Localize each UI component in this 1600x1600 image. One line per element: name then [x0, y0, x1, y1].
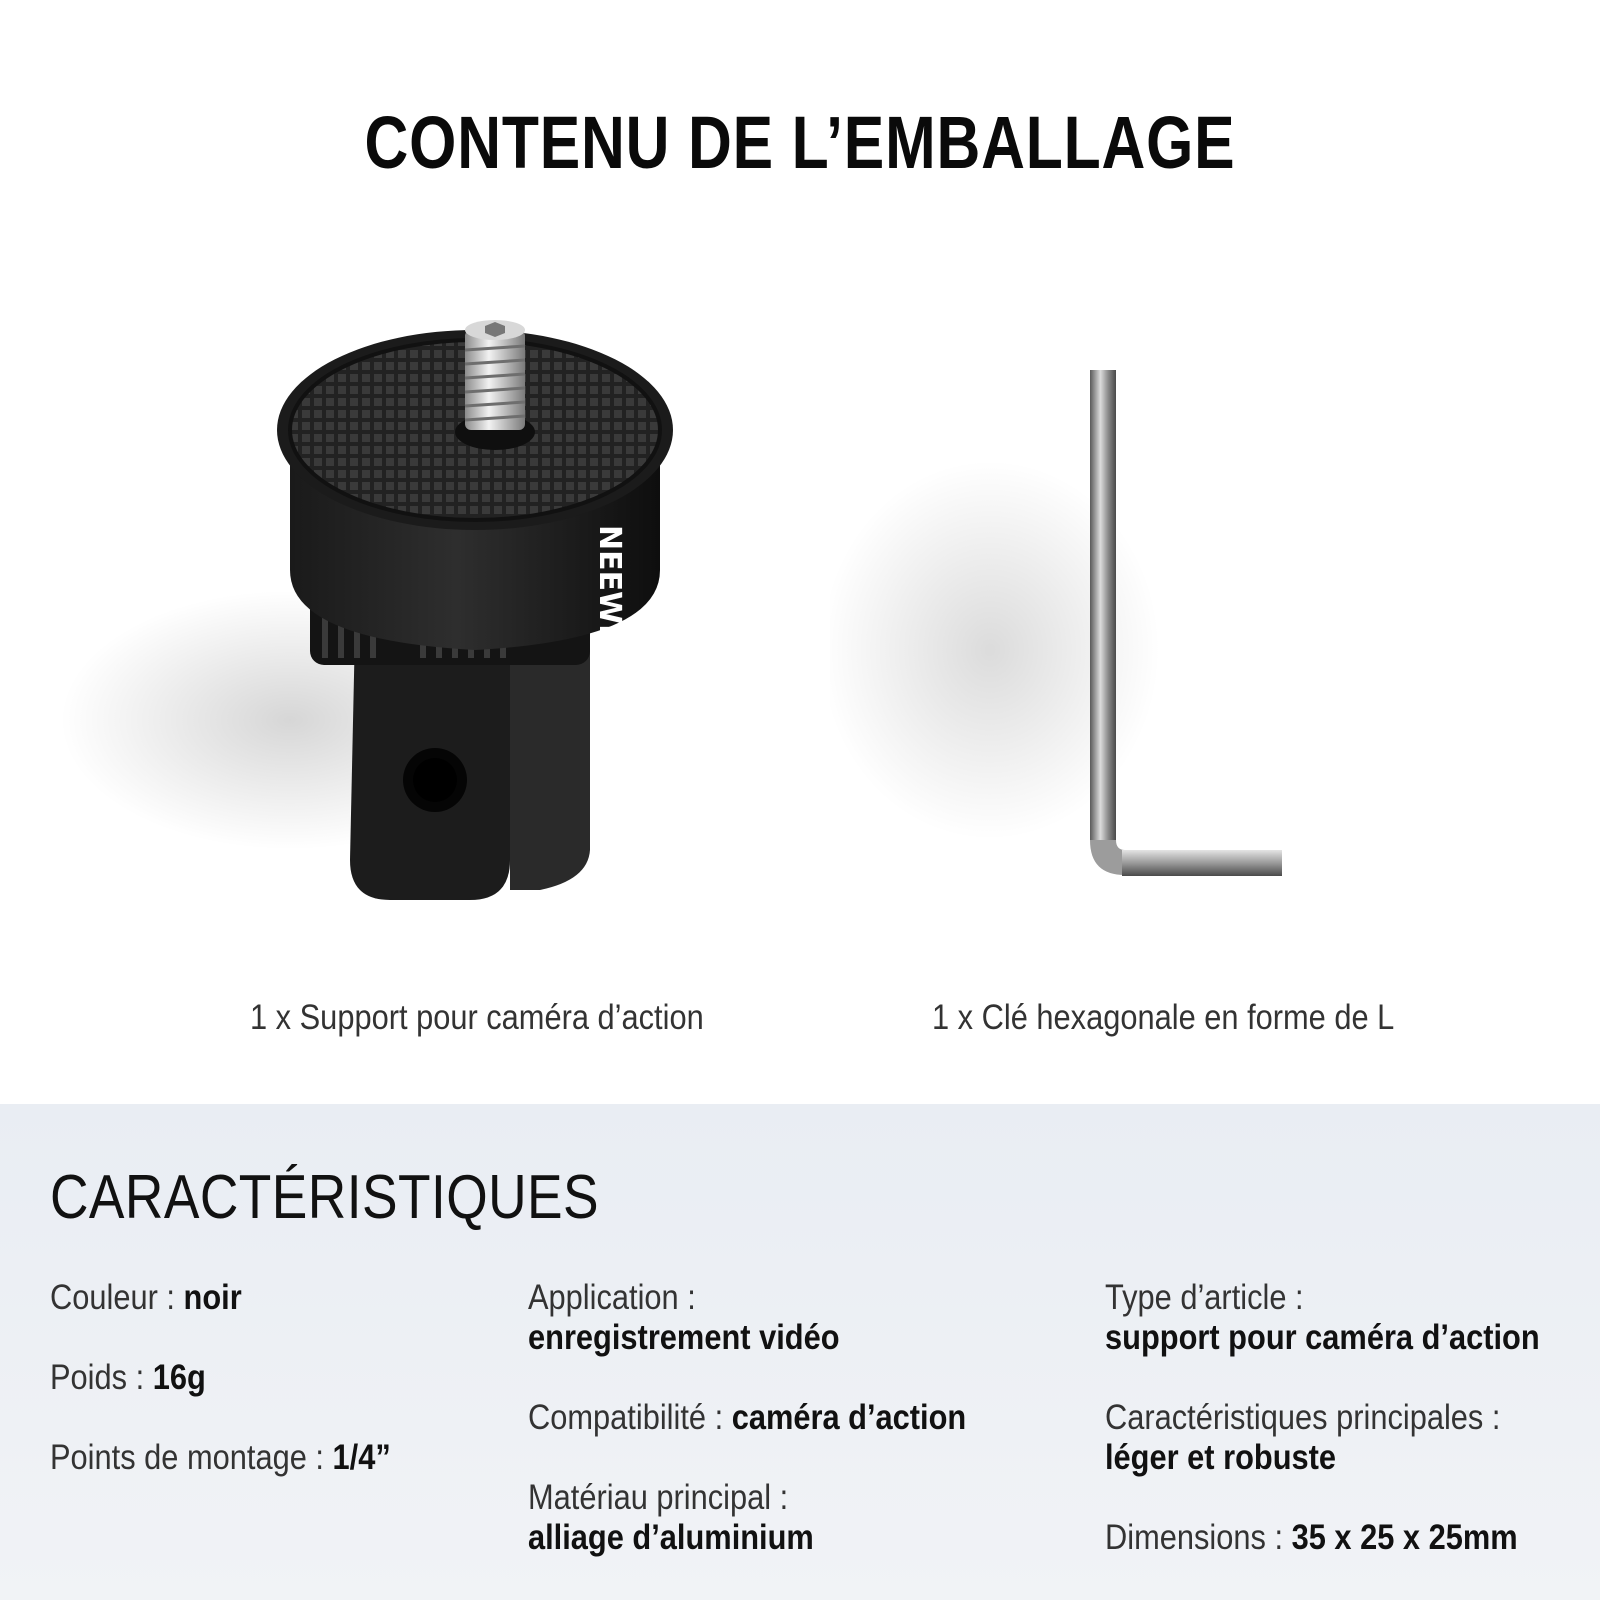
spec-label: Application :	[528, 1278, 696, 1317]
page-title: CONTENU DE L’EMBALLAGE	[364, 101, 1236, 184]
spec-label: Points de montage :	[50, 1438, 333, 1477]
spec-item-type	[1105, 1278, 1540, 1358]
spec-value: support pour caméra d’action	[1105, 1318, 1540, 1357]
spec-label: Couleur :	[50, 1278, 184, 1317]
spec-label: Type d’article :	[1105, 1278, 1304, 1317]
svg-text:NEEWER: NEEWER	[592, 525, 627, 668]
spec-application	[528, 1278, 840, 1358]
spec-value: caméra d’action	[731, 1398, 967, 1437]
spec-weight	[50, 1358, 206, 1398]
spec-compatibility	[528, 1398, 966, 1438]
package-item-hex-key-label: 1 x Clé hexagonale en forme de L	[932, 998, 1395, 1037]
spec-dimensions	[1105, 1518, 1518, 1558]
spec-value: enregistrement vidéo	[528, 1318, 840, 1357]
spec-label: Poids :	[50, 1358, 153, 1397]
spec-value: léger et robuste	[1105, 1438, 1337, 1477]
spec-value: 1/4”	[332, 1438, 391, 1477]
action-camera-mount-image	[60, 300, 710, 950]
spec-value: 16g	[152, 1358, 206, 1397]
specs-title: CARACTÉRISTIQUES	[50, 1163, 600, 1232]
spec-value: alliage d’aluminium	[528, 1518, 814, 1557]
spec-label: Compatibilité :	[528, 1398, 732, 1437]
spec-main-features	[1105, 1398, 1500, 1478]
package-item-mount-label: 1 x Support pour caméra d’action	[250, 998, 704, 1037]
spec-label: Matériau principal :	[528, 1478, 789, 1517]
spec-label: Caractéristiques principales :	[1105, 1398, 1501, 1437]
spec-label: Dimensions :	[1105, 1518, 1292, 1557]
spec-color	[50, 1278, 242, 1318]
spec-value: 35 x 25 x 25mm	[1291, 1518, 1518, 1557]
spec-mount-points	[50, 1438, 391, 1478]
spec-value: noir	[183, 1278, 242, 1317]
spec-material	[528, 1478, 814, 1558]
l-hex-key-image	[830, 350, 1330, 920]
